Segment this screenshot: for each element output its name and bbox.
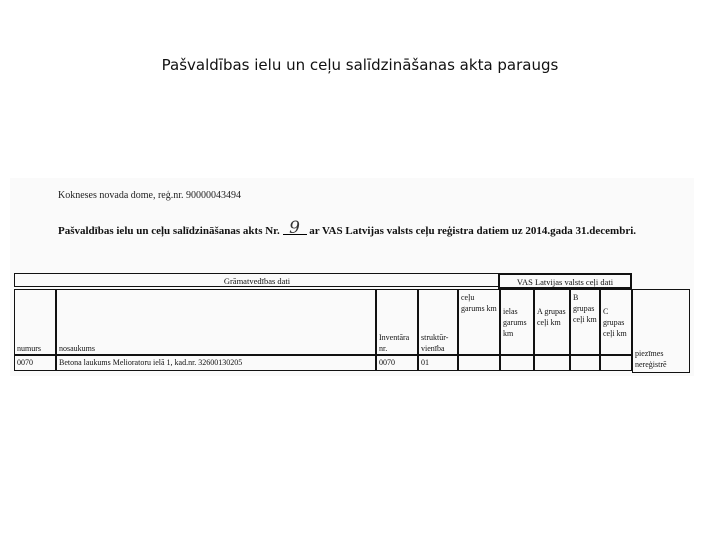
col-header-strukturvieniba: struktūr- vienība [418,289,458,355]
municipality-line: Kokneses novada dome, reģ.nr. 90000043494 [58,190,242,201]
act-title-part2: ar VAS Latvijas valsts ceļu reģistra datiem uz 2014.gada 31.decembri. [309,225,637,237]
col-header-nosaukums: nosaukums [56,289,376,355]
group-header-vas: VAS Latvijas valsts ceļi dati [498,273,632,289]
col-header-piezimes: piezīmes nereģistrē [632,289,690,373]
col-header-a-grupas: A grupas ceļi km [534,289,570,355]
col-header-numurs: numurs [14,289,56,355]
scanned-document [10,178,694,376]
col-header-inventara-nr: Inventāra nr. [376,289,418,355]
row-cell-strukturvieniba: 01 [418,355,458,371]
col-header-b-grupas: B grupas ceļi km [570,289,600,355]
row-cell-b-grupas [570,355,600,371]
act-title-part1: Pašvaldības ielu un ceļu salīdzināšanas akts Nr. [58,225,280,237]
handwritten-act-number: 9 [283,222,307,235]
col-header-c-grupas: C grupas ceļi km [600,289,632,355]
row-cell-inventara-nr: 0070 [376,355,418,371]
col-header-ielas-garums: ielas garums km [500,289,534,355]
act-title-line [58,218,637,238]
slide-title: Pašvaldības ielu un ceļu salīdzināšanas akta paraugs [161,56,559,74]
row-cell-numurs: 0070 [14,355,56,371]
col-header-celu-garums: ceļu garums km [458,289,500,355]
row-cell-nosaukums: Betona laukums Melioratoru ielā 1, kad.nr. 32600130205 [56,355,376,371]
row-cell-c-grupas [600,355,632,371]
group-header-bookkeeping: Grāmatvedības dati [14,273,500,287]
row-cell-ielas-garums [500,355,534,371]
row-cell-celu-garums [458,355,500,371]
row-cell-a-grupas [534,355,570,371]
